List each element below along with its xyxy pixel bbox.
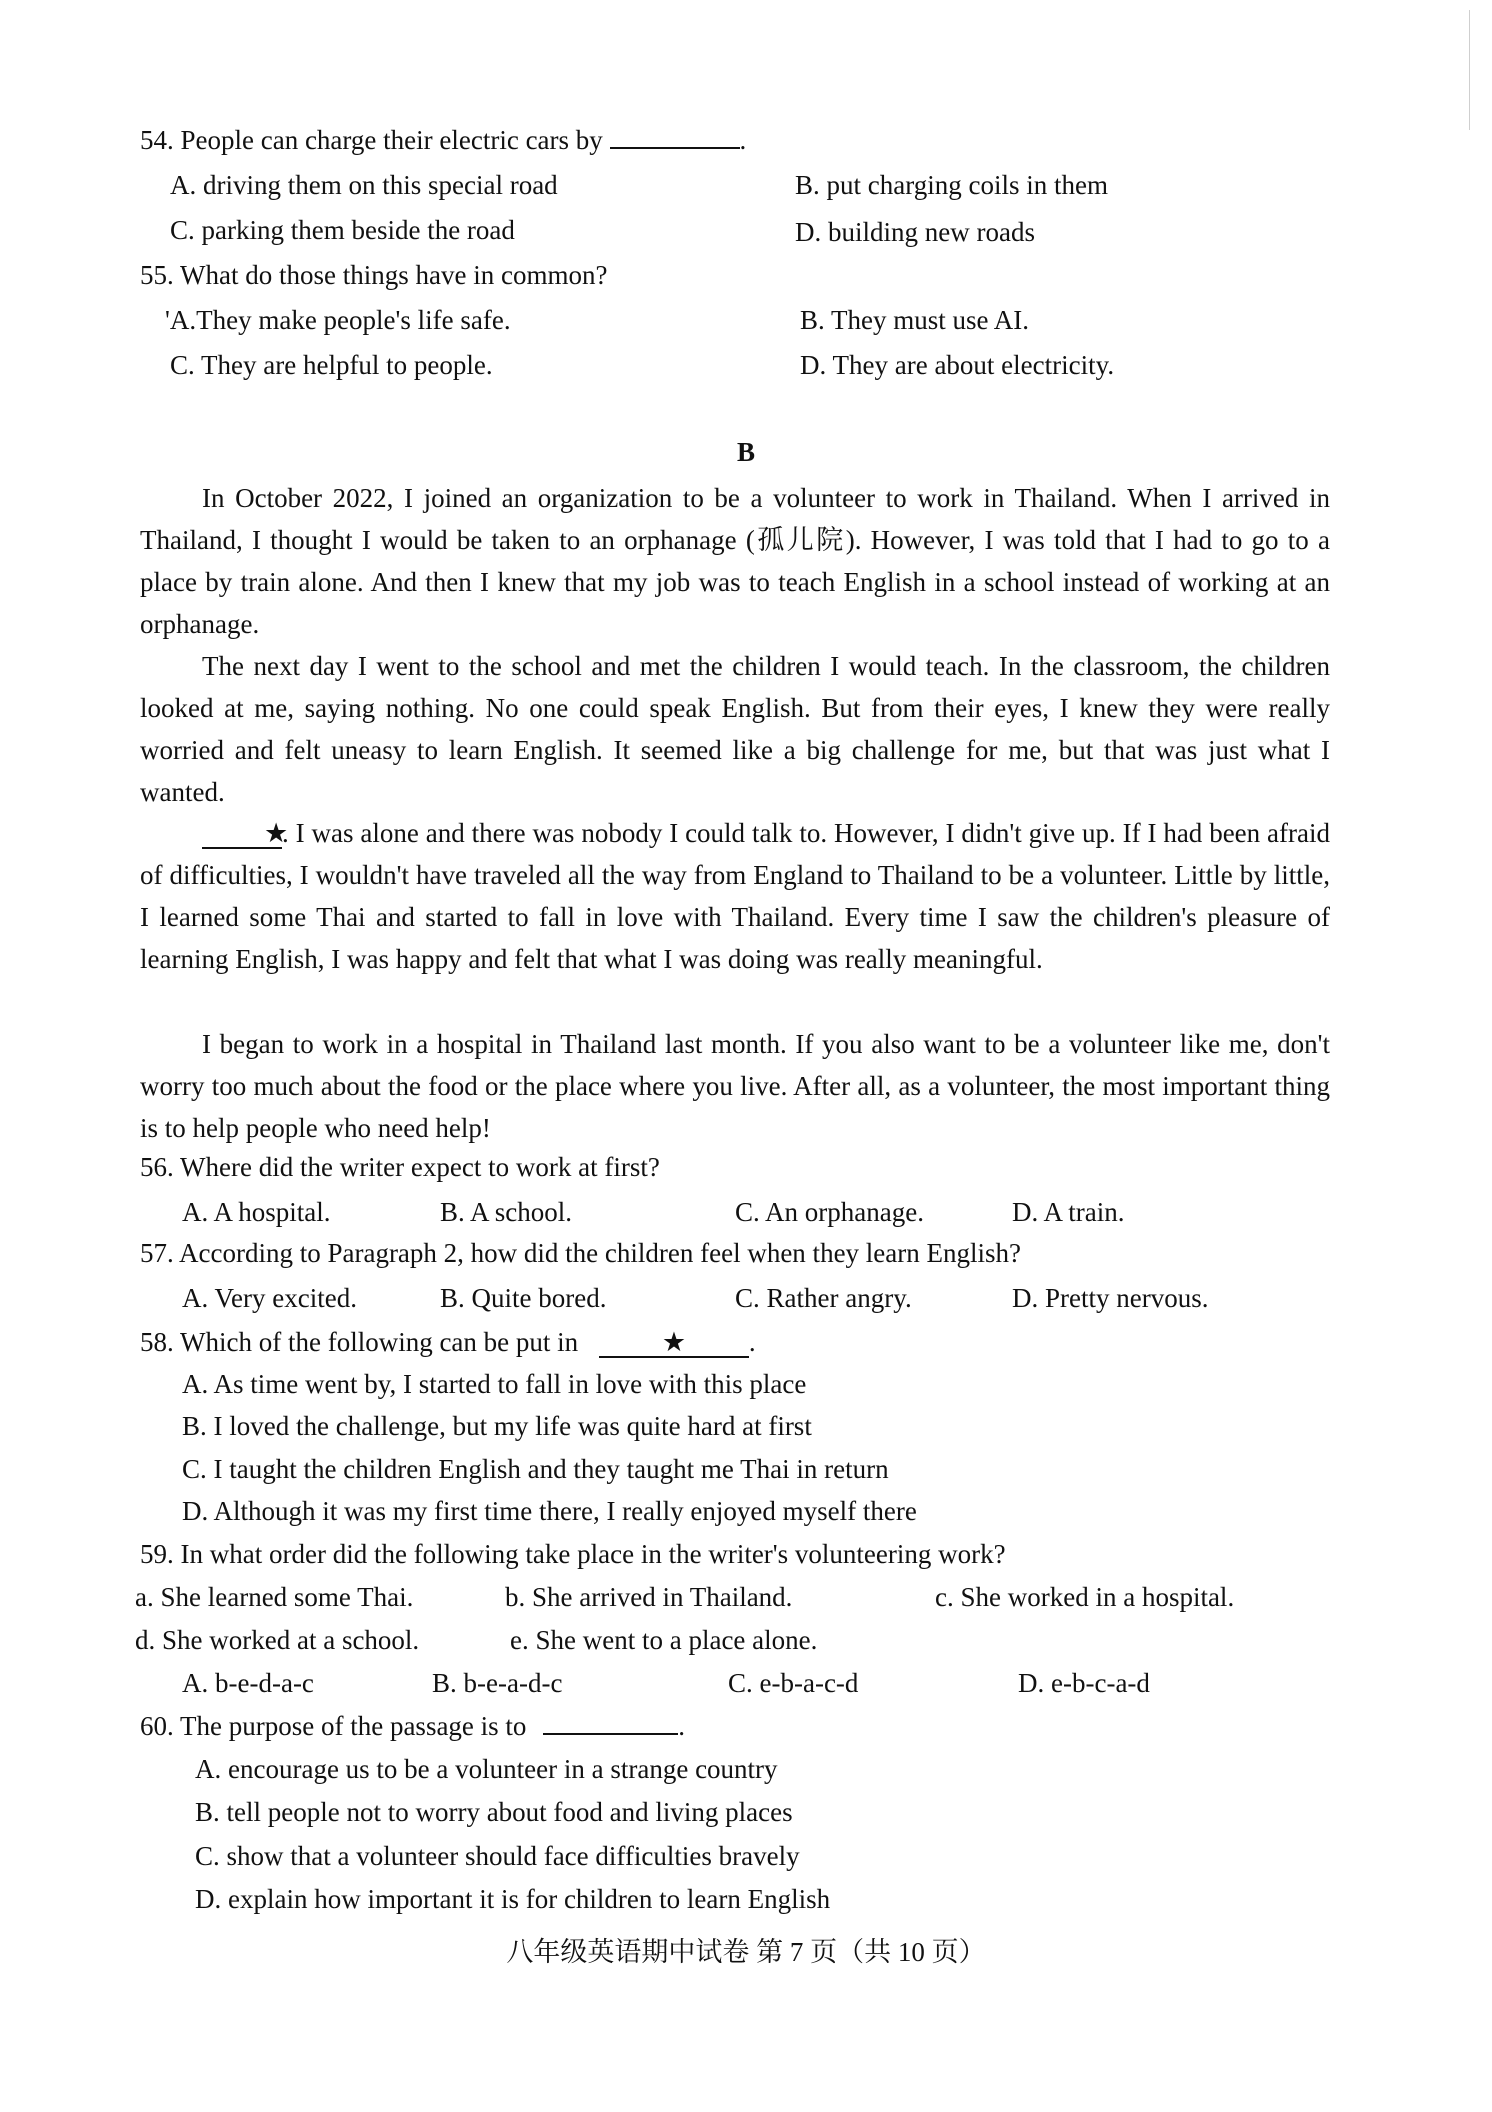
q57-option-c: C. Rather angry. — [735, 1283, 912, 1313]
question-58-stem: 58. Which of the following can be put in — [140, 1327, 579, 1357]
star-blank: ★ — [202, 819, 282, 849]
q59-option-c: C. e-b-a-c-d — [728, 1668, 859, 1698]
question-55-stem: 55. What do those things have in common? — [140, 260, 608, 290]
q59-event-b: b. She arrived in Thailand. — [505, 1582, 793, 1612]
q60-option-a: A. encourage us to be a volunteer in a strange country — [195, 1754, 778, 1784]
q59-event-e: e. She went to a place alone. — [510, 1625, 818, 1655]
q54-option-c: C. parking them beside the road — [170, 215, 515, 245]
q56-option-b: B. A school. — [440, 1197, 573, 1227]
q60-option-d: D. explain how important it is for children to learn English — [195, 1884, 831, 1914]
q58-option-d: D. Although it was my first time there, I really enjoyed myself there — [182, 1496, 917, 1526]
star-blank: ★ — [599, 1328, 749, 1358]
q58-option-a: A. As time went by, I started to fall in love with this place — [182, 1369, 807, 1399]
question-59-stem: 59. In what order did the following take place in the writer's volunteering work? — [140, 1539, 1006, 1569]
answer-blank — [610, 121, 740, 149]
q55-option-c: C. They are helpful to people. — [170, 350, 493, 380]
q57-option-a: A. Very excited. — [182, 1283, 357, 1313]
q57-option-d: D. Pretty nervous. — [1012, 1283, 1209, 1313]
question-56-stem: 56. Where did the writer expect to work at first? — [140, 1152, 660, 1182]
q59-event-d: d. She worked at a school. — [135, 1625, 420, 1655]
q58-option-b: B. I loved the challenge, but my life was quite hard at first — [182, 1411, 812, 1441]
question-60-stem: 60. The purpose of the passage is to — [140, 1711, 527, 1741]
q54-option-a: A. driving them on this special road — [170, 170, 558, 200]
passage-paragraph-2: The next day I went to the school and met the children I would teach. In the classroom, the children looked at me, saying nothing. No one could speak English. But from their eyes, I knew they were really worried and felt uneasy to learn English. It seemed like a big challenge for me, but that was just what I wanted. — [140, 651, 1330, 807]
q59-option-d: D. e-b-c-a-d — [1018, 1668, 1150, 1698]
q54-option-d: D. building new roads — [795, 217, 1035, 247]
q57-option-b: B. Quite bored. — [440, 1283, 607, 1313]
q60-option-b: B. tell people not to worry about food and living places — [195, 1797, 793, 1827]
q59-event-c: c. She worked in a hospital. — [935, 1582, 1235, 1612]
q55-option-a: 'A.They make people's life safe. — [165, 305, 511, 335]
question-58: 58. Which of the following can be put in ★ . — [140, 1327, 756, 1357]
q56-option-d: D. A train. — [1012, 1197, 1125, 1227]
q55-option-b: B. They must use AI. — [800, 305, 1029, 335]
question-54: 54. People can charge their electric cars by . — [140, 120, 746, 160]
passage-paragraph-1: In October 2022, I joined an organization to be a volunteer to work in Thailand. When I arrived in Thailand, I thought I would be taken to an orphanage (孤儿院). However, I was told that I had to go to a place by train alone. And then I knew that my job was to teach English in a school instead of working at an orphanage. — [140, 483, 1330, 639]
q54-option-b: B. put charging coils in them — [795, 170, 1108, 200]
q56-option-a: A. A hospital. — [182, 1197, 331, 1227]
q60-option-c: C. show that a volunteer should face difficulties bravely — [195, 1841, 800, 1871]
question-54-stem: 54. People can charge their electric cars by — [140, 125, 610, 155]
question-57-stem: 57. According to Paragraph 2, how did the children feel when they learn English? — [140, 1238, 1021, 1268]
q59-event-a: a. She learned some Thai. — [135, 1582, 414, 1612]
q55-option-d: D. They are about electricity. — [800, 350, 1115, 380]
passage-paragraph-4: I began to work in a hospital in Thailand last month. If you also want to be a volunteer like me, don't worry too much about the food or the place where you live. After all, as a volunteer, the most important thing is to help people who need help! — [140, 1029, 1330, 1143]
answer-blank — [543, 1707, 678, 1735]
q56-option-c: C. An orphanage. — [735, 1197, 924, 1227]
q59-option-a: A. b-e-d-a-c — [182, 1668, 314, 1698]
passage-paragraph-3: ★. I was alone and there was nobody I could talk to. However, I didn't give up. If I had been afraid of difficulties, I wouldn't have traveled all the way from England to Thailand to be a volunteer. Little by little, I learned some Thai and started to fall in love with Thailand. Every time I saw the children's pleasure of learning English, I was happy and felt that what I was doing was really meaningful. — [140, 818, 1330, 974]
question-60: 60. The purpose of the passage is to . — [140, 1706, 685, 1746]
q59-option-b: B. b-e-a-d-c — [432, 1668, 563, 1698]
page-footer: 八年级英语期中试卷 第 7 页（共 10 页） — [506, 1937, 986, 1967]
q58-option-c: C. I taught the children English and they taught me Thai in return — [182, 1454, 889, 1484]
section-heading: B — [736, 437, 755, 467]
